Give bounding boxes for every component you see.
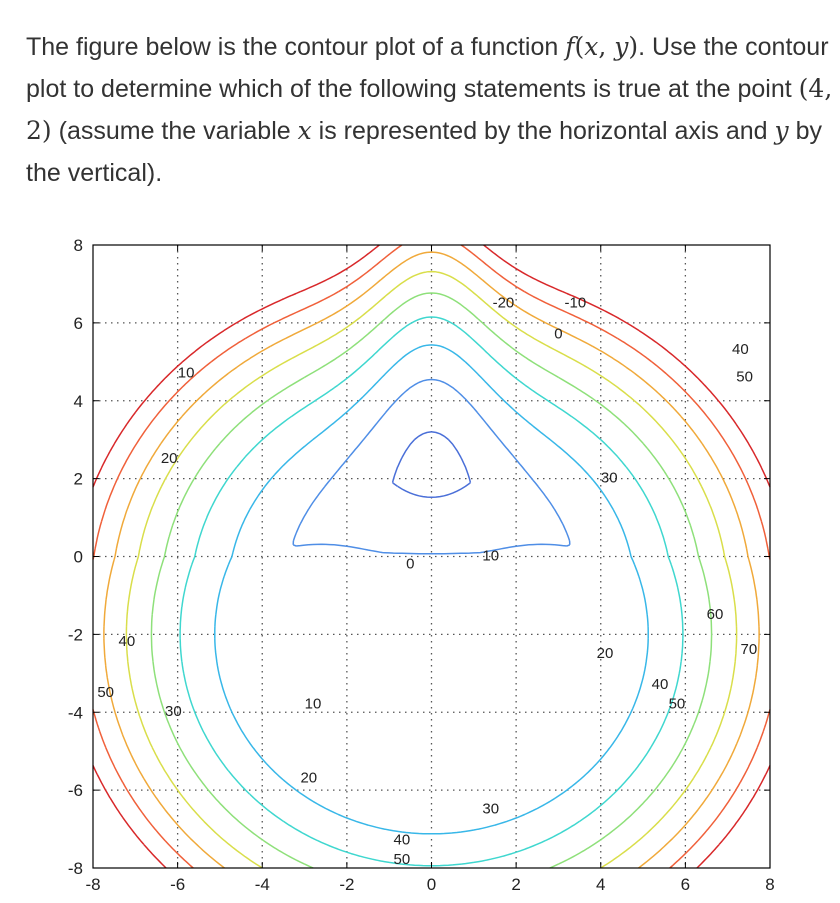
- x-tick-label: 2: [511, 875, 521, 894]
- contour-line-10: [215, 345, 648, 834]
- contour-label: 10: [482, 547, 500, 565]
- y-tick-label: 4: [73, 391, 83, 411]
- contour-label: 40: [732, 341, 749, 359]
- contour-line-neg10: [393, 432, 471, 497]
- math-point: (4, 2): [26, 74, 833, 145]
- contour-label: 20: [596, 644, 614, 662]
- x-tick-label: 4: [596, 875, 606, 894]
- contour-label: 10: [177, 364, 195, 382]
- contour-label: 0: [406, 555, 415, 573]
- question-part-4: is represented by the horizontal axis and: [311, 117, 775, 145]
- contour-label: 50: [97, 683, 115, 701]
- y-tick-label: 8: [73, 236, 83, 255]
- question-part-3: (assume the variable: [51, 117, 298, 145]
- x-tick-label: -6: [170, 875, 186, 894]
- math-function-name: f: [565, 32, 575, 61]
- contour-line-20: [177, 317, 683, 869]
- x-tick-label: 0: [426, 875, 437, 894]
- contour-label: 70: [740, 640, 758, 658]
- contour-label: 0: [554, 325, 563, 343]
- contour-layer: [93, 245, 770, 868]
- math-arg-y: y: [614, 32, 629, 61]
- y-tick-label: -2: [67, 625, 83, 645]
- y-tick-label: -4: [67, 703, 83, 723]
- contour-label: -10: [564, 294, 587, 312]
- y-tick-label: 6: [73, 313, 83, 333]
- contour-line-30: [151, 293, 711, 868]
- contour-label: -20: [492, 294, 515, 312]
- contour-label: 30: [600, 469, 618, 487]
- contour-label: 10: [304, 695, 322, 713]
- math-comma: ,: [598, 32, 615, 61]
- question-part-5: by the vertical).: [26, 117, 822, 187]
- x-tick-label: 8: [765, 875, 775, 894]
- contour-label: 40: [651, 675, 669, 693]
- contour-label: 30: [165, 703, 182, 721]
- math-var-y: y: [774, 116, 789, 145]
- contour-label: 60: [706, 605, 724, 623]
- math-paren-open: (: [574, 32, 585, 61]
- contour-label: 40: [393, 831, 411, 849]
- math-paren-close: ): [628, 32, 639, 61]
- x-tick-label: -8: [85, 875, 101, 894]
- contour-label: 20: [300, 769, 318, 787]
- contour-label: 50: [736, 368, 753, 386]
- y-tick-label: 0: [73, 547, 83, 567]
- math-arg-x: x: [584, 32, 599, 61]
- contour-line-50: [104, 252, 759, 868]
- tick-layer: [68, 236, 775, 894]
- math-var-x: x: [297, 116, 312, 145]
- contour-label: 50: [393, 851, 411, 869]
- contour-label: 40: [118, 633, 136, 651]
- question-part-1: The figure below is the contour plot of a function: [26, 33, 566, 61]
- question-part-2: . Use the contour plot to determine which of the following statements is true at the point: [26, 33, 829, 103]
- x-tick-label: -4: [254, 875, 270, 894]
- contour-label: 20: [160, 450, 178, 468]
- y-tick-label: -6: [67, 781, 83, 801]
- contour-label: 30: [482, 800, 500, 818]
- contour-label: 50: [668, 695, 686, 713]
- x-tick-label: -2: [339, 875, 355, 894]
- x-tick-label: 6: [680, 875, 691, 894]
- y-tick-label: 2: [73, 469, 83, 489]
- y-tick-label: -8: [67, 859, 83, 878]
